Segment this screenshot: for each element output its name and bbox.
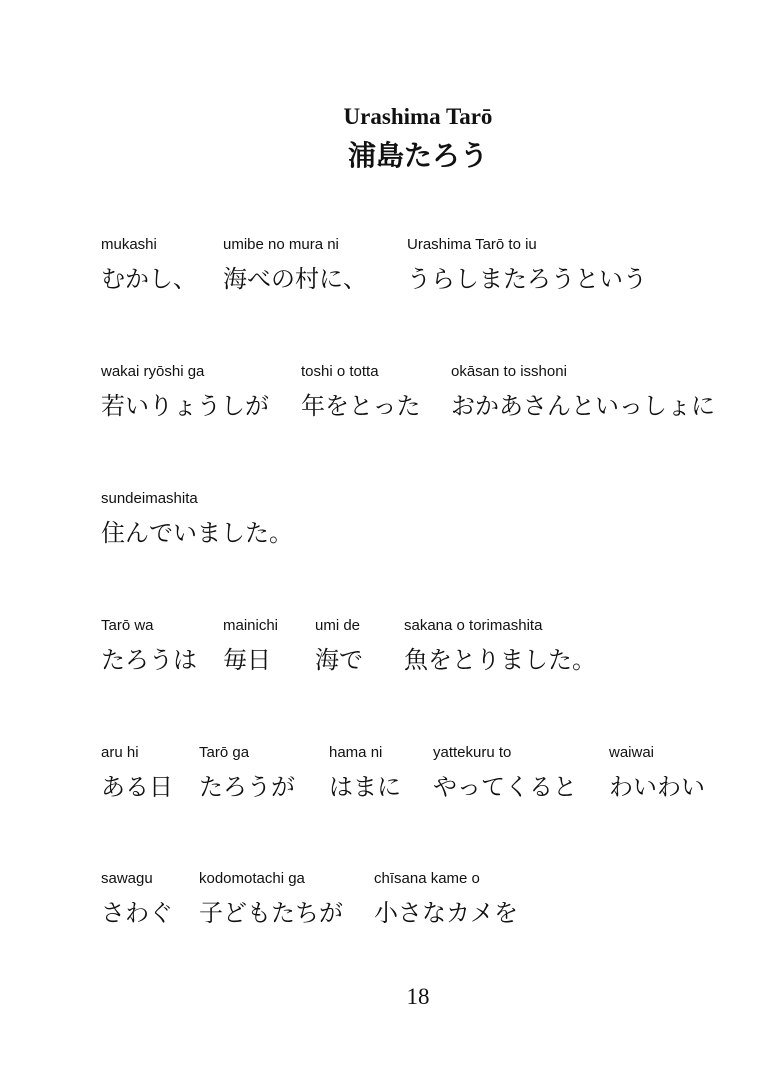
romaji-text: hama ni	[329, 744, 383, 761]
text-line-4	[0, 617, 782, 687]
phrase	[451, 363, 715, 421]
page-number: 18	[406, 984, 430, 1009]
japanese-text: たろうは	[101, 646, 197, 674]
japanese-text: 子どもたちが	[199, 899, 343, 927]
japanese-text: 住んでいました。	[101, 519, 293, 547]
phrase	[101, 744, 173, 802]
japanese-text: うらしまたろうという	[407, 265, 647, 293]
phrase	[199, 870, 343, 928]
romaji-text: mainichi	[223, 617, 279, 634]
text-line-5	[0, 744, 782, 814]
phrase	[199, 744, 295, 802]
japanese-text: たろうが	[199, 773, 295, 801]
romaji-text: waiwai	[609, 744, 655, 761]
japanese-text: さわぐ	[101, 899, 173, 927]
phrase	[223, 617, 278, 675]
phrase	[433, 744, 577, 802]
page-title-english: Urashima Tarō	[343, 104, 493, 129]
romaji-text: Urashima Tarō to iu	[407, 236, 537, 253]
japanese-text: はまに	[329, 773, 401, 801]
text-line-1	[0, 236, 782, 306]
text-line-2	[0, 363, 782, 433]
romaji-text: aru hi	[101, 744, 139, 761]
japanese-text: 若いりょうしが	[101, 392, 269, 420]
romaji-text: sakana o torimashita	[404, 617, 543, 634]
japanese-text: おかあさんといっしょに	[451, 392, 715, 420]
romaji-text: chīsana kame o	[374, 870, 480, 887]
phrase	[374, 870, 518, 928]
japanese-text: 小さなカメを	[374, 899, 518, 927]
japanese-text: やってくると	[433, 773, 577, 801]
romaji-text: sundeimashita	[101, 490, 198, 507]
phrase	[407, 236, 647, 294]
romaji-text: okāsan to isshoni	[451, 363, 567, 380]
japanese-text: 魚をとりました。	[404, 646, 596, 674]
japanese-text: 海べの村に、	[223, 265, 367, 293]
phrase	[101, 236, 197, 294]
japanese-text: 毎日	[223, 646, 271, 674]
romaji-text: Tarō wa	[101, 617, 154, 634]
romaji-text: umibe no mura ni	[223, 236, 339, 253]
text-line-6	[0, 870, 782, 940]
japanese-text: 年をとった	[301, 392, 421, 420]
romaji-text: mukashi	[101, 236, 157, 253]
page-title-japanese: 浦島たろう	[347, 139, 488, 172]
japanese-text: むかし、	[101, 265, 197, 293]
japanese-text: 海で	[315, 646, 363, 674]
phrase	[101, 617, 197, 675]
romaji-text: sawagu	[101, 870, 153, 887]
japanese-text: ある日	[101, 773, 173, 801]
phrase	[315, 617, 363, 675]
phrase	[101, 363, 269, 421]
japanese-text: わいわい	[609, 773, 705, 801]
phrase	[301, 363, 421, 421]
romaji-text: wakai ryōshi ga	[101, 363, 205, 380]
phrase	[609, 744, 705, 802]
phrase	[223, 236, 367, 294]
romaji-text: toshi o totta	[301, 363, 379, 380]
text-line-3	[0, 490, 782, 560]
phrase	[101, 490, 293, 548]
phrase	[404, 617, 596, 675]
phrase	[329, 744, 401, 802]
romaji-text: umi de	[315, 617, 361, 634]
romaji-text: Tarō ga	[199, 744, 250, 761]
romaji-text: kodomotachi ga	[199, 870, 305, 887]
phrase	[101, 870, 173, 928]
romaji-text: yattekuru to	[433, 744, 512, 761]
